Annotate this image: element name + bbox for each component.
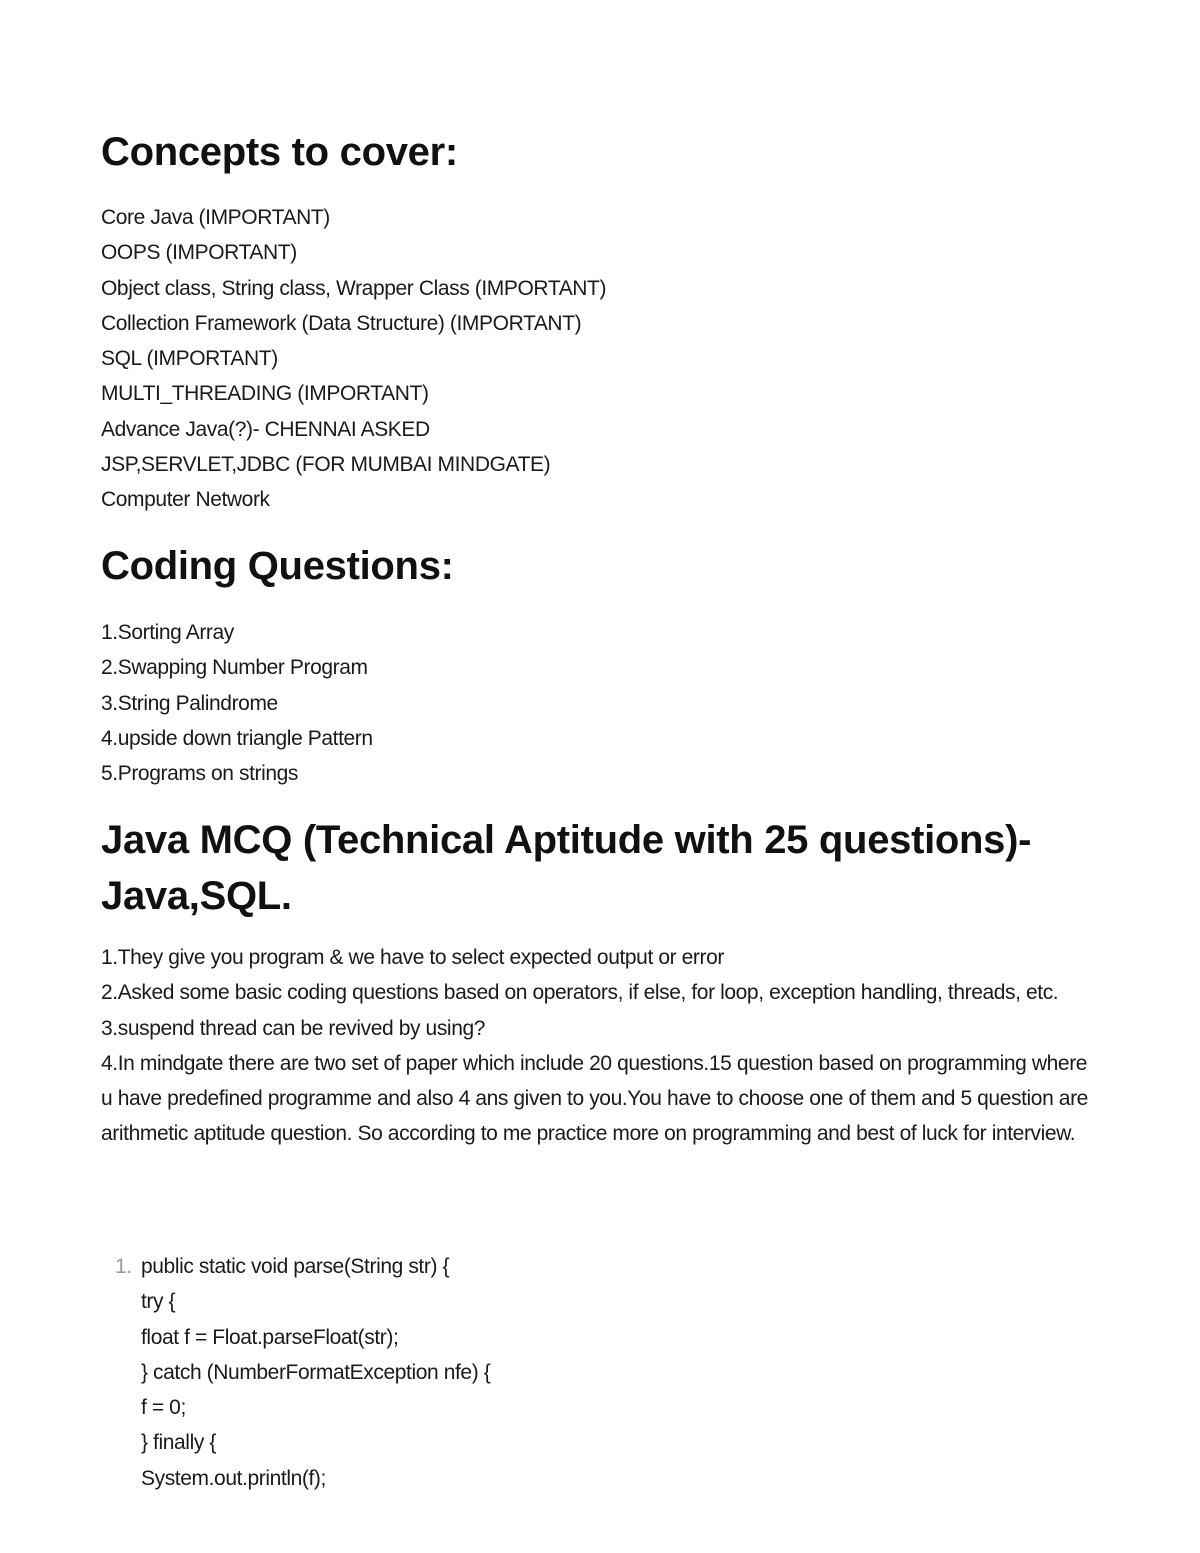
list-item: Advance Java(?)- CHENNAI ASKED: [101, 417, 430, 441]
list-item: 4.upside down triangle Pattern: [101, 726, 373, 750]
code-line: [101, 1390, 490, 1425]
code-text: } catch (NumberFormatException nfe) {: [141, 1360, 491, 1384]
list-item: Object class, String class, Wrapper Class (IMPORTANT): [101, 276, 607, 300]
code-text: try {: [141, 1290, 176, 1314]
code-text: System.out.println(f);: [141, 1466, 326, 1490]
list-item: Core Java (IMPORTANT): [101, 206, 330, 229]
list-item: SQL (IMPORTANT): [101, 347, 278, 371]
code-text: float f = Float.parseFloat(str);: [141, 1325, 399, 1349]
code-text: f = 0;: [141, 1396, 186, 1420]
code-line: [101, 1425, 490, 1460]
list-item: Collection Framework (Data Structure) (IMPORTANT): [101, 311, 582, 335]
list-item: 3.String Palindrome: [101, 691, 278, 715]
list-item: JSP,SERVLET,JDBC (FOR MUMBAI MINDGATE): [101, 453, 551, 477]
list-item: 3.suspend thread can be revived by using?: [101, 1016, 486, 1040]
code-line: [101, 1461, 490, 1496]
list-item: 2.Asked some basic coding questions based on operators, if else, for loop, exception handling, threads, etc.: [101, 981, 1059, 1005]
code-line: [101, 1320, 490, 1355]
mcq-heading: Java MCQ (Technical Aptitude with 25 questions)- Java,SQL.: [101, 818, 1032, 918]
code-line: [101, 1284, 490, 1319]
list-item: OOPS (IMPORTANT): [101, 241, 297, 265]
code-text: } finally {: [141, 1431, 216, 1455]
list-item: MULTI_THREADING (IMPORTANT): [101, 382, 429, 406]
concepts-heading: Concepts to cover:: [101, 130, 458, 174]
code-text: public static void parse(String str) {: [141, 1255, 450, 1278]
list-item: 1.They give you program & we have to select expected output or error: [101, 946, 724, 969]
code-line: [101, 1355, 490, 1390]
coding-list: [101, 615, 373, 791]
code-snippet: [101, 1249, 490, 1496]
list-item: Computer Network: [101, 488, 270, 512]
list-item: 2.Swapping Number Program: [101, 656, 368, 680]
list-item: 4.In mindgate there are two set of paper which include 20 questions.15 question based on programming where u have predefined programme and also 4 ans given to you.You have to choose one of them and 5 question are arithmetic aptitude question. So according to me practice more on programming and best of luck for interview.: [101, 1051, 1088, 1146]
code-item-number: 1.: [115, 1255, 132, 1278]
list-item: 5.Programs on strings: [101, 762, 299, 786]
list-item: 1.Sorting Array: [101, 621, 234, 644]
mcq-list: [101, 940, 1091, 1152]
code-line: [101, 1249, 490, 1284]
coding-heading: Coding Questions:: [101, 544, 454, 588]
concepts-list: [101, 200, 606, 518]
